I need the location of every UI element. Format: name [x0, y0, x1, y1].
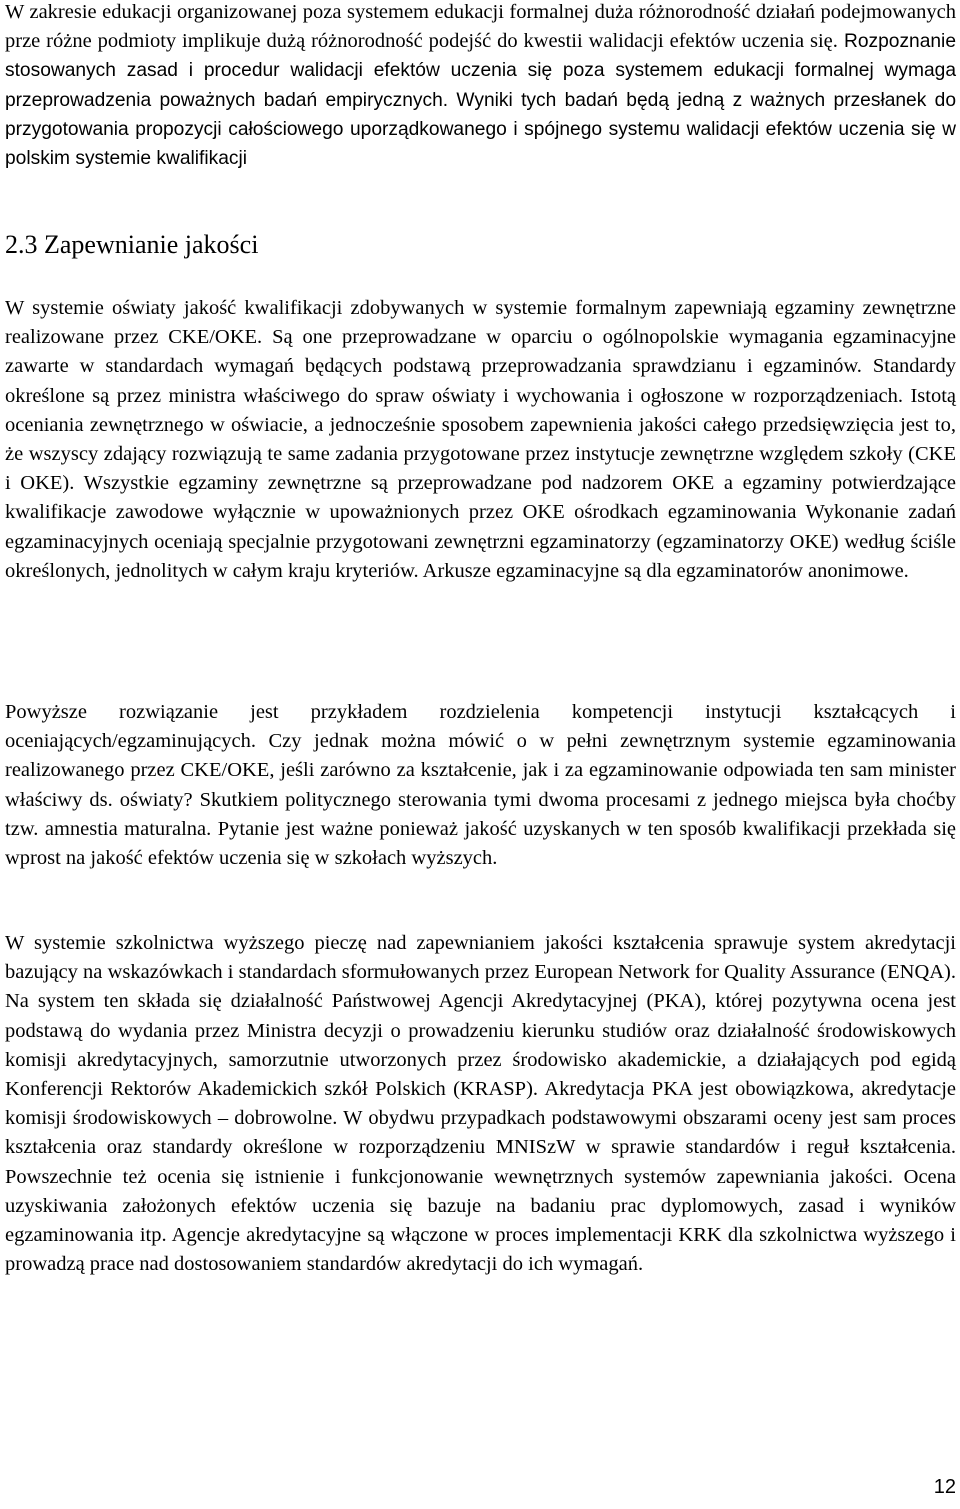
paragraph-education-system-quality: W systemie oświaty jakość kwalifikacji zdobywanych w systemie formalnym zapewniają egzaminy zewnętrzne realizowane przez CKE/OKE. Są one przeprowadzane w oparciu o ogólnopolskie wymagania egzaminacyjne zawarte w standardach wymagań będących podstawą przeprowadzania sprawdzianu i egzaminów. Standardy określone są przez ministra właściwego do spraw oświaty i wychowania i ogłoszone w rozporządzeniach. Istotą oceniania zewnętrznego w oświacie, a jednocześnie sposobem zapewnienia jakości całego przedsięwzięcia jest to, że wszyscy zdający rozwiązują te same zadania przygotowane przez instytucje zewnętrzne względem szkoły (CKE i OKE). Wszystkie egzaminy zewnętrzne są przeprowadzane pod nadzorem OKE a egzaminy potwierdzające kwalifikacje zawodowe wyłącznie w upoważnionych przez OKE ośrodkach egzaminowania Wykonanie zadań egzaminacyjnych oceniają specjalnie przygotowani zewnętrzni egzaminatorzy (egzaminatorzy OKE) według ściśle określonych, jednolitych w całym kraju kryteriów. Arkusze egzaminacyjne są dla egzaminatorów anonimowe. [5, 297, 956, 582]
section-heading: 2.3 Zapewnianie jakości [5, 230, 259, 259]
paragraph-1-serif-text: W zakresie edukacji organizowanej poza systemem edukacji formalnej duża różnorodność działań podejmowanych prze różne podmioty implikuje dużą różnorodność podejść do kwestii walidacji efektów uczenia się. [5, 1, 956, 53]
paragraph-competence-separation: Powyższe rozwiązanie jest przykładem rozdzielenia kompetencji instytucji kształcących i oceniających/egzaminujących. Czy jednak można mówić o w pełni zewnętrznym systemie egzaminowania realizowanego przez CKE/OKE, jeśli zarówno za kształcenie, jak i za egzaminowanie odpowiada ten sam minister właściwy ds. oświaty? Skutkiem politycznego sterowania tymi dwoma procesami z jednego miejsca była choćby tzw. amnestia maturalna. Pytanie jest ważne ponieważ jakość uzyskanych w ten sposób kwalifikacji przekłada się wprost na jakość efektów uczenia się w szkołach wyższych. [5, 701, 956, 870]
paragraph-higher-education-accreditation: W systemie szkolnictwa wyższego pieczę nad zapewnianiem jakości kształcenia sprawuje system akredytacji bazujący na wskazówkach i standardach sformułowanych przez European Network for Quality Assurance (ENQA). Na system ten składa się działalność Państwowej Agencji Akredytacyjnej (PKA), której pozytywna ocena jest podstawą do wydania przez Ministra decyzji o prowadzeniu kierunku studiów oraz działalność środowiskowych komisji akredytacyjnych, samorzutnie utworzonych przez środowisko akademickie, a działających pod egidą Konferencji Rektorów Akademickich szkół Polskich (KRASP). Akredytacja PKA jest obowiązkowa, akredytacje komisji środowiskowych – dobrowolne. W obydwu przypadkach podstawowymi obszarami oceny jest sam proces kształcenia oraz standardy określone w rozporządzeniu MNISzW w sprawie standardów i reguł kształcenia. Powszechnie też ocenia się istnienie i funkcjonowanie wewnętrznych systemów zapewniania jakości. Ocena uzyskiwania założonych efektów uczenia się bazuje na badaniu prac dyplomowych, zasad i wyników egzaminowania itp. Agencje akredytacyjne są włączone w proces implementacji KRK dla szkolnictwa wyższego i prowadzą prace nad dostosowaniem standardów akredytacji do ich wymagań. [5, 932, 956, 1276]
paragraph-1-sans-text: Rozpoznanie stosowanych zasad i procedur walidacji efektów uczenia się poza systemem edukacji formalnej wymaga przeprowadzenia poważnych badań empirycznych. Wyniki tych badań będą jedną z ważnych przesłanek do przygotowania propozycji całościowego uporządkowanego i spójnego systemu walidacji efektów uczenia się w polskim systemie kwalifikacji [5, 31, 956, 170]
page-number: 12 [933, 1476, 956, 1498]
paragraph-validation-nonformal [5, 0, 956, 173]
